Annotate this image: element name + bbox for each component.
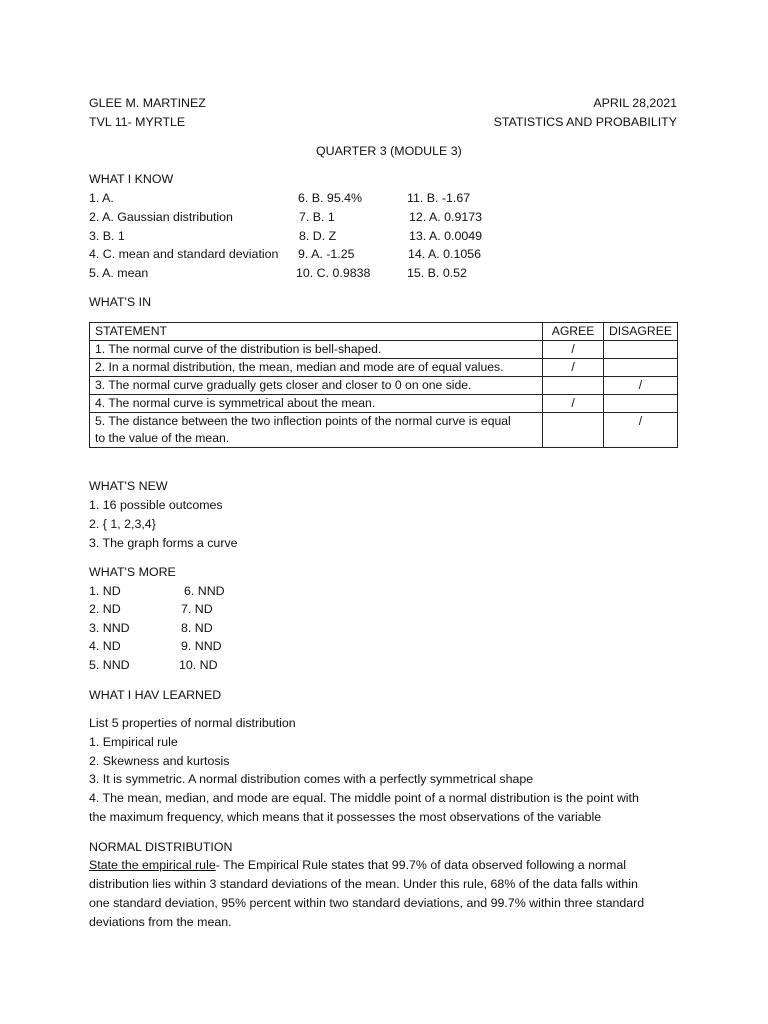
section: TVL 11- MYRTLE [89, 115, 186, 129]
agree-cell: / [543, 395, 604, 413]
table-row [90, 377, 678, 395]
answer: 14. A. 0.1056 [408, 247, 482, 261]
statement-cell: 2. In a normal distribution, the mean, median and mode are of equal values. [90, 359, 543, 377]
statement-cell: 3. The normal curve gradually gets closer and closer to 0 on one side. [90, 377, 543, 395]
list-item: 6. NND [184, 584, 225, 598]
disagree-cell [603, 341, 677, 359]
normal-distribution-heading: NORMAL DISTRIBUTION [89, 840, 233, 854]
statement-cell [90, 413, 543, 448]
answer: 2. A. Gaussian distribution [89, 210, 233, 224]
table-header-row [90, 323, 678, 341]
list-item: 2. { 1, 2,3,4} [89, 517, 156, 531]
agree-cell [543, 377, 604, 395]
answer: 4. C. mean and standard deviation [89, 247, 279, 261]
list-item: 3. It is symmetric. A normal distribution comes with a perfectly symmetrical shape [89, 772, 534, 786]
date: APRIL 28,2021 [593, 96, 677, 110]
list-item: 4. ND [89, 639, 121, 653]
what-i-learned-heading: WHAT I HAV LEARNED [89, 688, 222, 702]
answer: 8. D. Z [299, 229, 337, 243]
student-name: GLEE M. MARTINEZ [89, 96, 206, 110]
disagree-cell [603, 359, 677, 377]
disagree-cell [603, 395, 677, 413]
whats-more-heading: WHAT'S MORE [89, 565, 176, 579]
list-item: 2. Skewness and kurtosis [89, 754, 230, 768]
list-item: 1. Empirical rule [89, 735, 178, 749]
list-item: 1. 16 possible outcomes [89, 498, 223, 512]
statement-line: 5. The distance between the two inflection points of the normal curve is equal [95, 414, 511, 428]
agree-cell: / [543, 359, 604, 377]
quarter-title: QUARTER 3 (MODULE 3) [316, 144, 462, 158]
list-item: 3. NND [89, 621, 130, 635]
column-header-statement: STATEMENT [90, 323, 543, 341]
table-row [90, 341, 678, 359]
list-item: 3. The graph forms a curve [89, 536, 238, 550]
list-item: 4. The mean, median, and mode are equal. The middle point of a normal distribution is the point with [89, 791, 639, 805]
table-row [90, 395, 678, 413]
list-item-continuation: the maximum frequency, which means that it possesses the most observations of the variable [89, 810, 602, 824]
disagree-cell: / [603, 413, 677, 448]
agree-disagree-table [89, 322, 678, 448]
list-item: 7. ND [181, 602, 213, 616]
list-item: 5. NND [89, 658, 130, 672]
answer: 5. A. mean [89, 266, 149, 280]
answer: 9. A. -1.25 [298, 247, 355, 261]
answer: 11. B. -1.67 [407, 191, 471, 205]
answer: 10. C. 0.9838 [296, 266, 371, 280]
whats-new-heading: WHAT'S NEW [89, 479, 168, 493]
list-item: 8. ND [181, 621, 213, 635]
statement-line: to the value of the mean. [95, 431, 230, 445]
column-header-disagree: DISAGREE [603, 323, 677, 341]
list-item: 2. ND [89, 602, 121, 616]
answer: 12. A. 0.9173 [409, 210, 483, 224]
empirical-rule-paragraph-line: deviations from the mean. [89, 915, 232, 929]
table-row [90, 413, 678, 448]
column-header-agree: AGREE [543, 323, 604, 341]
empirical-rule-label: State the empirical rule [89, 858, 216, 872]
empirical-rule-text: - The Empirical Rule states that 99.7% of data observed following a normal [215, 858, 626, 872]
answer: 13. A. 0.0049 [409, 229, 483, 243]
empirical-rule-paragraph-line [89, 857, 626, 873]
statement-cell: 4. The normal curve is symmetrical about the mean. [90, 395, 543, 413]
agree-cell: / [543, 341, 604, 359]
list-item: 1. ND [89, 584, 121, 598]
disagree-cell: / [603, 377, 677, 395]
list-item: 9. NND [181, 639, 222, 653]
learned-prompt: List 5 properties of normal distribution [89, 716, 296, 730]
empirical-rule-paragraph-line: one standard deviation, 95% percent within two standard deviations, and 99.7% within three standard [89, 896, 645, 910]
answer: 1. A. [89, 191, 114, 205]
answer: 3. B. 1 [89, 229, 125, 243]
agree-cell [543, 413, 604, 448]
subject: STATISTICS AND PROBABILITY [493, 115, 677, 129]
whats-in-heading: WHAT'S IN [89, 295, 152, 309]
answer: 15. B. 0.52 [407, 266, 467, 280]
answer: 6. B. 95.4% [298, 191, 363, 205]
empirical-rule-paragraph-line: distribution lies within 3 standard deviations of the mean. Under this rule, 68% of the data falls within [89, 877, 638, 891]
statement-cell: 1. The normal curve of the distribution is bell-shaped. [90, 341, 543, 359]
list-item: 10. ND [179, 658, 218, 672]
what-i-know-heading: WHAT I KNOW [89, 172, 174, 186]
table-row [90, 359, 678, 377]
answer: 7. B. 1 [299, 210, 335, 224]
